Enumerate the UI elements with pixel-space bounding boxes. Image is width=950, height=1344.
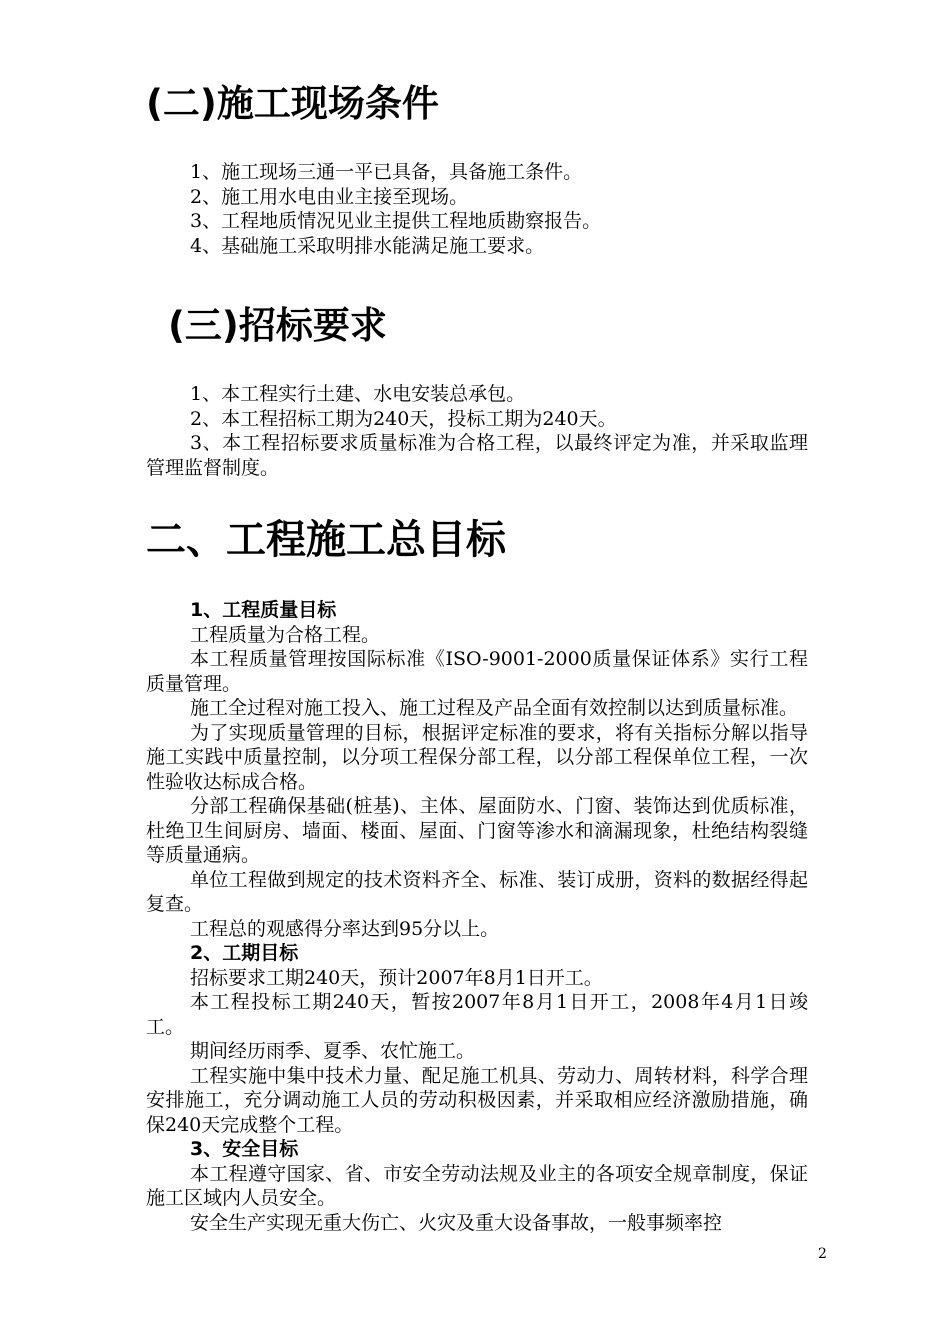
quality-paragraph-4: 为了实现质量管理的目标，根据评定标准的要求，将有关指标分解以指导施工实践中质量控制，以分项工程保分部工程，以分部工程保单位工程，一次性验收达标成合格。: [146, 721, 808, 793]
tender-item-3: 3、本工程招标要求质量标准为合格工程，以最终评定为准，并采取监理管理监督制度。: [146, 432, 808, 479]
quality-goal-title: 1、工程质量目标: [190, 599, 337, 621]
document-page: [146, 80, 808, 1235]
heading-site-conditions: (二)施工现场条件: [146, 82, 439, 125]
site-item-4: 4、基础施工采取明排水能满足施工要求。: [190, 234, 545, 257]
quality-paragraph-1: 工程质量为合格工程。: [190, 623, 381, 646]
safety-paragraph-1: 本工程遵守国家、省、市安全劳动法规及业主的各项安全规章制度，保证施工区域内人员安全。: [146, 1162, 808, 1209]
heading-tender-requirements: (三)招标要求: [168, 304, 387, 347]
schedule-paragraph-4: 工程实施中集中技术力量、配足施工机具、劳动力、周转材料，科学合理安排施工，充分调动施工人员的劳动积极因素，并采取相应经济激励措施，确保240天完成整个工程。: [146, 1064, 808, 1136]
page-number: 2: [818, 1246, 827, 1262]
quality-paragraph-2: 本工程质量管理按国际标准《ISO-9001-2000质量保证体系》实行工程质量管理。: [146, 648, 808, 695]
quality-paragraph-3: 施工全过程对施工投入、施工过程及产品全面有效控制以达到质量标准。: [190, 697, 799, 719]
quality-paragraph-7: 工程总的观感得分率达到95分以上。: [190, 917, 500, 940]
quality-paragraph-6: 单位工程做到规定的技术资料齐全、标准、装订成册，资料的数据经得起复查。: [146, 868, 808, 915]
quality-paragraph-5: 分部工程确保基础(桩基)、主体、屋面防水、门窗、装饰达到优质标准，杜绝卫生间厨房、墙面、楼面、屋面、门窗等渗水和滴漏现象，杜绝结构裂缝等质量通病。: [146, 795, 808, 866]
tender-item-1: 1、本工程实行土建、水电安装总承包。: [190, 383, 526, 405]
schedule-paragraph-2: 本工程投标工期240天，暂按2007年8月1日开工，2008年4月1日竣工。: [146, 991, 808, 1038]
site-item-3: 3、工程地质情况见业主提供工程地质勘察报告。: [190, 210, 602, 232]
schedule-goal-title: 2、工期目标: [190, 942, 299, 964]
safety-goal-title: 3、安全目标: [190, 1138, 299, 1160]
heading-construction-goals: 二、工程施工总目标: [146, 517, 506, 563]
schedule-paragraph-3: 期间经历雨季、夏季、农忙施工。: [190, 1040, 476, 1062]
site-item-1: 1、施工现场三通一平已具备，具备施工条件。: [190, 161, 583, 183]
tender-item-2: 2、本工程招标工期为240天，投标工期为240天。: [190, 407, 617, 430]
safety-paragraph-2: 安全生产实现无重大伤亡、火灾及重大设备事故，一般事频率控: [190, 1211, 723, 1234]
site-item-2: 2、施工用水电由业主接至现场。: [190, 185, 469, 208]
schedule-paragraph-1: 招标要求工期240天，预计2007年8月1日开工。: [190, 966, 603, 989]
